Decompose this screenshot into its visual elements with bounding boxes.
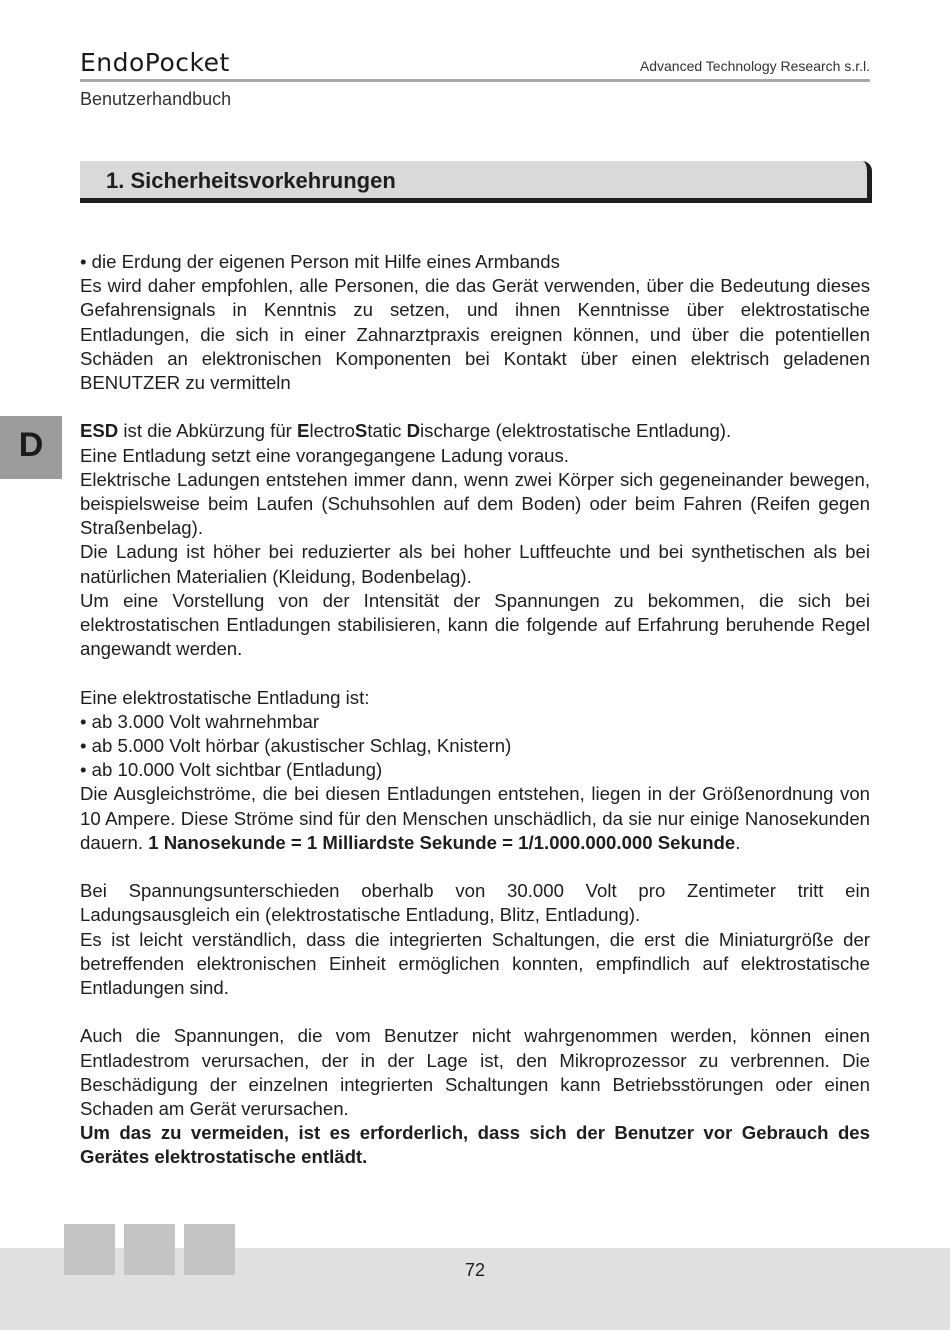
body-text (80, 250, 870, 1170)
paragraph: • die Erdung der eigenen Person mit Hilfe eines Armbands (80, 251, 560, 272)
paragraph: Elektrische Ladungen entstehen immer dann, wenn zwei Körper sich gegeneinander bewegen, beispielsweise beim Laufen (Schuhsohlen auf dem Boden) oder beim Fahren (Reifen gegen Straßenbelag). (80, 468, 870, 539)
document-subtitle: Benutzerhandbuch (80, 89, 232, 109)
company-name: Advanced Technology Research s.r.l. (639, 58, 870, 74)
paragraph: Eine Entladung setzt eine vorangegangene Ladung voraus. (80, 444, 569, 466)
brand-logo: EndoPocket (80, 48, 230, 77)
paragraph: Es ist leicht verständlich, dass die integrierten Schaltungen, die erst die Miniaturgröße der betreffenden elektronischen Einheit ermöglichen konnten, empfindlich auf elektrostatische Entladungen sind. (80, 928, 870, 999)
paragraph: Auch die Spannungen, die vom Benutzer nicht wahrgenommen werden, können einen Entladestrom verursachen, der in der Lage ist, den Mikroprozessor zu verbrennen. Die Beschädigung der einzelnen integrierten Schaltungen kann Betriebsstörungen oder einen Schaden am Gerät verursachen. (80, 1025, 870, 1120)
nanosecond-paragraph: Die Ausgleichströme, die bei diesen Entladungen entstehen, liegen in der Größenordnung von 10 Ampere. Diese Ströme sind für den Menschen unschädlich, da sie nur einige Nanosekunden dauern. 1 Nanosekunde = 1 Milliardste Sekunde = 1/1.000.000.000 Sekunde. (80, 783, 870, 853)
warning-text: Um das zu vermeiden, ist es erforderlich, dass sich der Benutzer vor Gebrauch des Gerätes elektrostatische entlädt. (80, 1122, 870, 1168)
section-heading-bar (80, 161, 872, 203)
list-item: • ab 5.000 Volt hörbar (akustischer Schlag, Knistern) (80, 735, 512, 757)
header-divider (80, 79, 870, 82)
paragraph: Es wird daher empfohlen, alle Personen, die das Gerät verwenden, über die Bedeutung dieses Gefahrensignals in Kenntnis zu setzen, und ihnen Kenntnisse über elektrostatische Entladungen, die sich in einer Zahnarztpraxis ereignen können, und über die potentiellen Schäden an elektronischen Komponenten bei Kontakt über einen elektrisch geladenen BENUTZER zu vermitteln (80, 275, 870, 394)
paragraph: Bei Spannungsunterschieden oberhalb von 30.000 Volt pro Zentimeter tritt ein Ladungsausgleich ein (elektrostatische Entladung, Blitz, Entladung). (80, 880, 870, 926)
list-item: • ab 3.000 Volt wahrnehmbar (80, 710, 320, 732)
paragraph: Um eine Vorstellung von der Intensität der Spannungen zu bekommen, die sich bei elektrostatischen Entladungen stabilisieren, kann die folgende auf Erfahrung beruhende Regel angewandt werden. (80, 589, 870, 660)
page-number: 72 (464, 1260, 486, 1280)
language-tab-letter: D (18, 426, 44, 464)
esd-definition: ESD ist die Abkürzung für ElectroStatic Discharge (elektrostatische Entladung). (80, 420, 732, 442)
language-tab (0, 416, 62, 479)
paragraph: Die Ladung ist höher bei reduzierter als bei hoher Luftfeuchte und bei synthetischen als bei natürlichen Materialien (Kleidung, Bodenbelag). (80, 541, 870, 587)
list-intro: Eine elektrostatische Entladung ist: (80, 686, 370, 708)
list-item: • ab 10.000 Volt sichtbar (Entladung) (80, 759, 383, 781)
section-title: 1. Sicherheitsvorkehrungen (106, 168, 396, 193)
